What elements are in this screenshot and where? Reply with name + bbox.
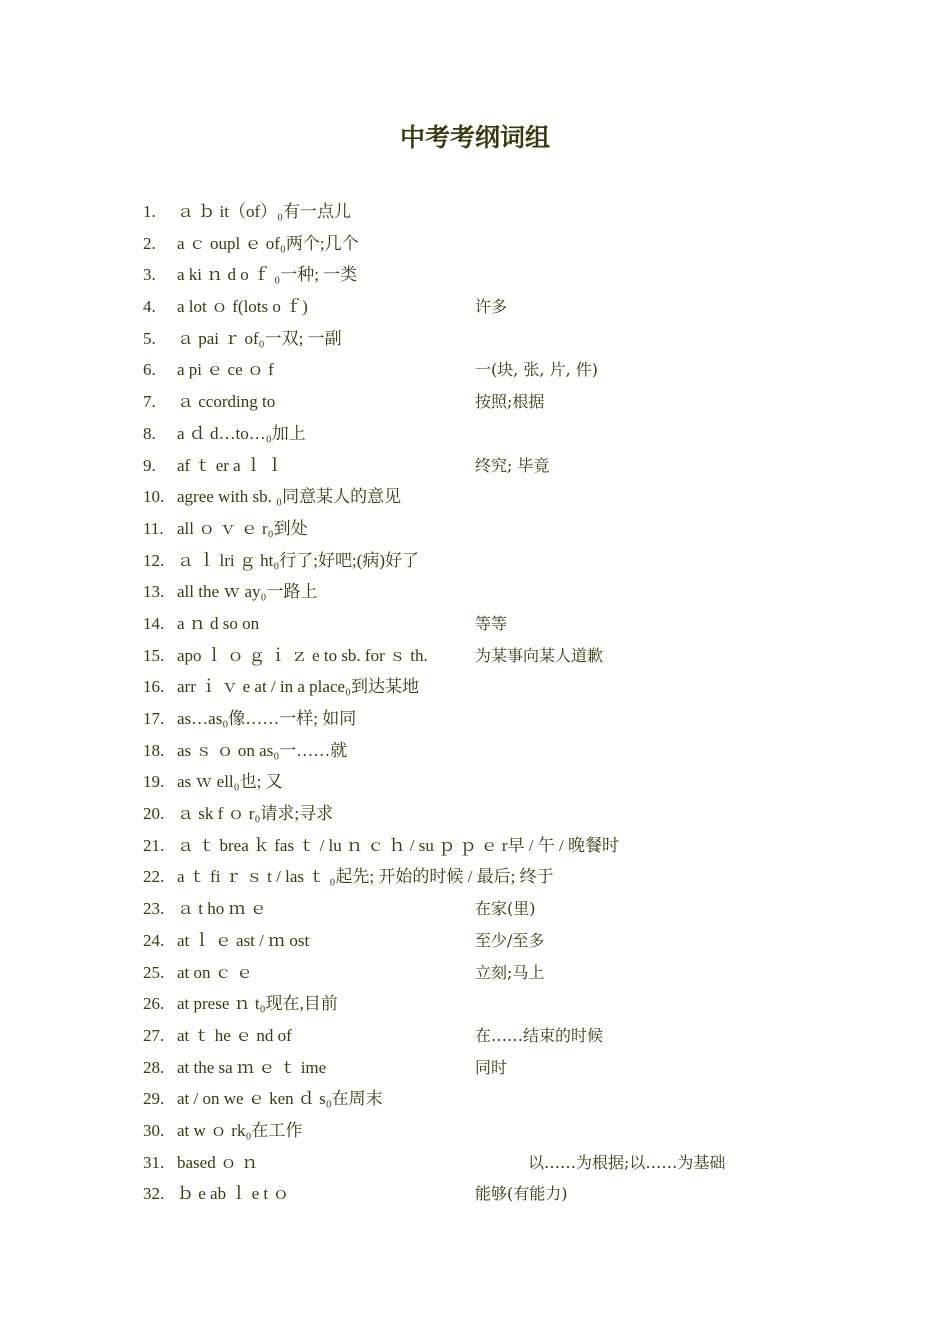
list-item [143, 576, 903, 608]
item-number: 12. [143, 550, 165, 570]
item-number: 29. [143, 1089, 165, 1109]
list-item [143, 418, 903, 450]
item-phrase: ａ sk f ｏ r₀请求;寻求 [177, 804, 334, 824]
item-number: 2. [143, 233, 156, 253]
item-number: 32. [143, 1184, 165, 1204]
page-title: 中考考纲词组 [399, 123, 550, 152]
item-number: 20. [143, 804, 165, 824]
item-phrase: all ｏ ｖ ｅ r₀到处 [177, 518, 308, 538]
list-item [143, 861, 903, 893]
item-meaning: 为某事向某人道歉 [475, 645, 604, 665]
item-phrase: a ｔ fi ｒ ｓ t / las ｔ ₀起先; 开始的时候 / 最后; 终于 [177, 867, 554, 887]
item-meaning: 在家(里) [475, 899, 536, 919]
item-phrase: a ki ｎ d o ｆ ₀一种; 一类 [177, 265, 358, 285]
item-phrase: arr ｉ ｖ e at / in a place₀到达某地 [177, 677, 419, 697]
item-phrase: as ｗ ell₀也; 又 [177, 772, 283, 792]
list-item [143, 766, 903, 798]
list-item [143, 1020, 903, 1052]
list-item [143, 481, 903, 513]
item-number: 28. [143, 1057, 165, 1077]
item-number: 3. [143, 265, 156, 285]
item-phrase: at ｌ ｅ ast / ｍ ost [177, 930, 310, 950]
item-meaning: 在……结束的时候 [475, 1025, 604, 1045]
list-item [143, 513, 903, 545]
list-item [143, 671, 903, 703]
item-meaning: 以……为根据;以……为基础 [528, 1152, 726, 1172]
list-item [143, 291, 903, 323]
item-phrase: ｂ e ab ｌ e t ｏ [177, 1184, 290, 1204]
list-item [143, 1115, 903, 1147]
item-number: 24. [143, 930, 165, 950]
list-item [143, 259, 903, 291]
item-meaning: 立刻;马上 [475, 962, 545, 982]
item-number: 30. [143, 1120, 165, 1140]
item-phrase: a pi ｅ ce ｏ f [177, 360, 274, 380]
item-meaning: 终究; 毕竟 [475, 455, 550, 475]
item-number: 21. [143, 835, 165, 855]
item-number: 15. [143, 645, 165, 665]
item-phrase: ａ pai ｒ of₀一双; 一副 [177, 328, 342, 348]
item-meaning: 按照;根据 [475, 392, 545, 412]
list-item [143, 386, 903, 418]
list-item [143, 703, 903, 735]
item-phrase: at prese ｎ t₀现在,目前 [177, 994, 338, 1014]
item-phrase: af ｔ er a ｌ ｌ [177, 455, 284, 475]
item-meaning: 至少/至多 [475, 930, 545, 950]
item-phrase: a ｃ oupl ｅ of₀两个;几个 [177, 233, 359, 253]
item-number: 14. [143, 613, 165, 633]
item-phrase: at the sa ｍ ｅ ｔ ime [177, 1057, 327, 1077]
item-number: 1. [143, 202, 156, 221]
item-number: 4. [143, 297, 156, 317]
list-item [143, 640, 903, 672]
item-phrase: apo ｌ ｏ ｇ ｉ ｚ e to sb. for ｓ th. [177, 645, 428, 665]
list-item [143, 893, 903, 925]
item-phrase: at w ｏ rk₀在工作 [177, 1120, 303, 1140]
item-phrase: a lot ｏ f(lots o ｆ) [177, 297, 308, 317]
item-meaning: 等等 [475, 613, 508, 633]
item-number: 17. [143, 709, 165, 728]
item-phrase: at ｔ he ｅ nd of [177, 1025, 292, 1045]
list-item [143, 735, 903, 767]
list-item [143, 323, 903, 355]
item-number: 18. [143, 740, 165, 760]
list-item [143, 545, 903, 577]
item-number: 22. [143, 867, 165, 887]
item-meaning: 同时 [475, 1057, 508, 1077]
item-phrase: all the ｗ ay₀一路上 [177, 582, 318, 602]
item-phrase: a ｄ d…to…₀加上 [177, 423, 306, 443]
item-meaning: 许多 [475, 297, 508, 317]
item-phrase: at on ｃ ｅ [177, 962, 254, 982]
list-item [143, 1052, 903, 1084]
item-number: 11. [143, 518, 164, 538]
item-number: 27. [143, 1025, 165, 1045]
list-item [143, 925, 903, 957]
item-number: 23. [143, 899, 165, 919]
list-item [143, 830, 903, 862]
item-number: 5. [143, 328, 156, 348]
item-phrase: as…as₀像……一样; 如同 [177, 709, 357, 728]
item-phrase: a ｎ d so on [177, 613, 260, 633]
item-number: 25. [143, 962, 165, 982]
list-item [143, 608, 903, 640]
item-phrase: ａ ccording to [177, 392, 276, 412]
item-number: 16. [143, 677, 165, 697]
list-item [143, 1083, 903, 1115]
item-number: 7. [143, 392, 156, 412]
item-meaning: 能够(有能力) [475, 1184, 568, 1204]
phrase-list [143, 196, 903, 1210]
item-number: 31. [143, 1152, 165, 1172]
item-phrase: agree with sb. ₀同意某人的意见 [177, 487, 402, 507]
item-number: 19. [143, 772, 165, 792]
item-phrase: ａ t ho ｍ ｅ [177, 899, 267, 919]
item-number: 26. [143, 994, 165, 1014]
item-number: 13. [143, 582, 165, 602]
list-item [143, 1178, 903, 1210]
item-phrase: ａ ｌ lri ｇ ht₀行了;好吧;(病)好了 [177, 550, 420, 570]
list-item [143, 196, 903, 228]
item-number: 9. [143, 455, 156, 475]
list-item [143, 450, 903, 482]
list-item [143, 228, 903, 260]
item-phrase: as ｓ ｏ on as₀一……就 [177, 740, 348, 760]
item-phrase: based ｏ ｎ [177, 1152, 259, 1172]
item-phrase: at / on we ｅ ken ｄ s₀在周末 [177, 1089, 383, 1109]
list-item [143, 354, 903, 386]
list-item [143, 988, 903, 1020]
item-number: 8. [143, 423, 156, 443]
list-item [143, 1147, 903, 1179]
item-phrase: ａ ｔ brea ｋ fas ｔ / lu ｎ ｃ ｈ / su ｐ ｐ ｅ r早 / 午 / 晚餐时 [177, 835, 619, 855]
item-meaning: 一(块, 张, 片, 件) [475, 360, 599, 380]
list-item [143, 957, 903, 989]
item-number: 10. [143, 487, 165, 507]
item-phrase: ａ ｂ it（of）₀有一点儿 [177, 202, 352, 221]
item-number: 6. [143, 360, 156, 380]
list-item [143, 798, 903, 830]
